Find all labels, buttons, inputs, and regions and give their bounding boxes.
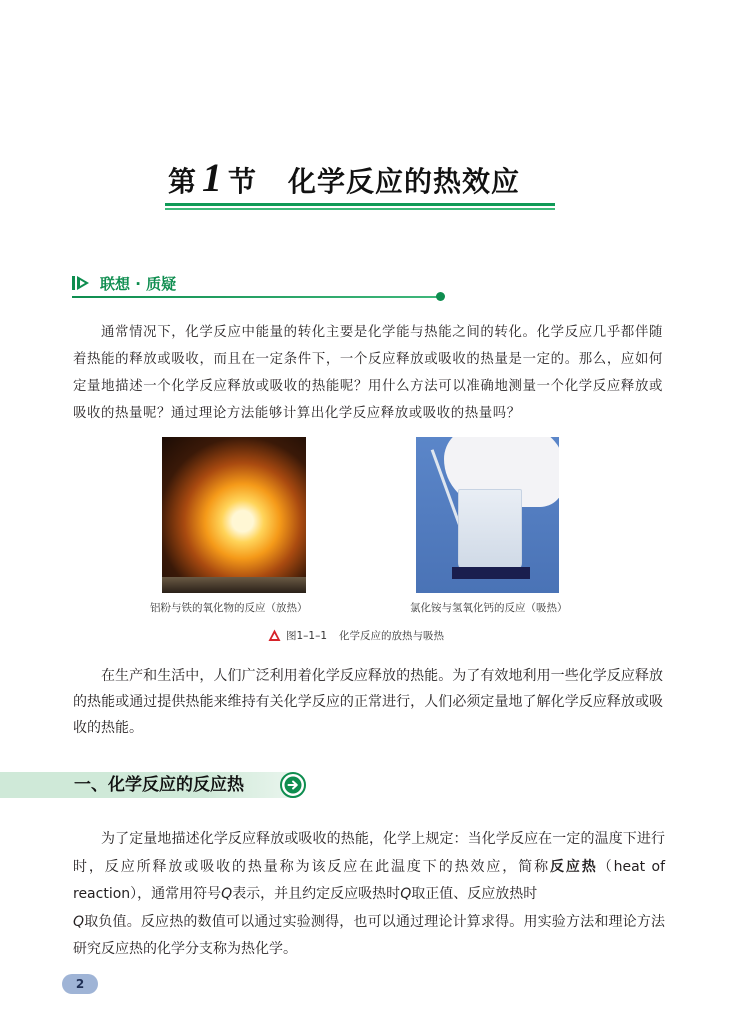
paragraph-3-part3: 表示，并且约定反应吸热时: [232, 886, 401, 902]
beaker-stand-shape: [452, 567, 530, 579]
figure-label: 图1–1–1: [286, 630, 328, 642]
section-think-label: 联想 · 质疑: [100, 274, 177, 293]
photo-base: [162, 577, 306, 593]
section-think-rule: [72, 296, 440, 298]
photo-caption-right: 氯化铵与氢氧化钙的反应（吸热）: [410, 602, 568, 614]
figure-title: 化学反应的放热与吸热: [339, 630, 445, 642]
beaker-shape: [458, 489, 522, 571]
arrow-right-circle-icon: [280, 772, 306, 798]
title-suffix: 节: [228, 165, 257, 198]
title-number: 1: [202, 155, 223, 200]
symbol-q-2: Q: [400, 886, 412, 902]
paragraph-3-part4: 取正值、反应放热时: [411, 886, 538, 902]
ammonium-chloride-reaction-photo: [416, 437, 559, 593]
intro-paragraph: 通常情况下，化学反应中能量的转化主要是化学能与热能之间的转化。化学反应几乎都伴随着热能的释放或吸收，而且在一定条件下，一个反应释放或吸收的热量是一定的。那么，应如何定量地描述一个化学反应释放或吸收的热能呢？用什么方法可以准确地测量一个化学反应释放或吸收的热量呢？通过理论方法能够计算出化学反应释放或吸收的热量吗？: [73, 325, 663, 421]
play-arrow-icon: [72, 275, 90, 291]
title-prefix: 第: [168, 165, 197, 198]
section-think-rule-dot: [436, 292, 445, 301]
page-number: 2: [62, 974, 98, 994]
title-underline-thick: [165, 203, 555, 206]
paragraph-3-part5: 取负值。反应热的数值可以通过实验测得，也可以通过理论计算求得。用实验方法和理论方法研究反应热的化学分支称为热化学。: [73, 913, 665, 957]
title-underline-thin: [165, 208, 555, 210]
paragraph-3: [73, 826, 665, 964]
figure-caption: [268, 628, 444, 643]
figure-triangle-icon: [268, 629, 281, 642]
symbol-q-3: Q: [73, 913, 85, 930]
thermite-reaction-photo: [162, 437, 306, 593]
chapter-title: [168, 155, 558, 200]
title-text: 化学反应的热效应: [288, 165, 521, 198]
photo-caption-left: 铝粉与铁的氧化物的反应（放热）: [150, 602, 308, 614]
paragraph-2: 在生产和生活中，人们广泛利用着化学反应释放的热能。为了有效地利用一些化学反应释放的热能或通过提供热能来维持有关化学反应的正常进行，人们必须定量地了解化学反应释放或吸收的热能。: [73, 668, 663, 736]
section-think-header: [72, 268, 176, 298]
paragraph-3-part2: （heat of reaction），通常用符号: [73, 858, 666, 902]
term-reaction-heat: 反应热: [550, 858, 598, 875]
symbol-q-1: Q: [221, 886, 233, 902]
section-one-heading: 一、化学反应的反应热: [74, 775, 244, 795]
paragraph-3-part1: 为了定量地描述化学反应释放或吸收的热能，化学上规定：当化学反应在一定的温度下进行时，反应所释放或吸收的热量称为该反应在此温度下的热效应，简称: [73, 831, 665, 875]
